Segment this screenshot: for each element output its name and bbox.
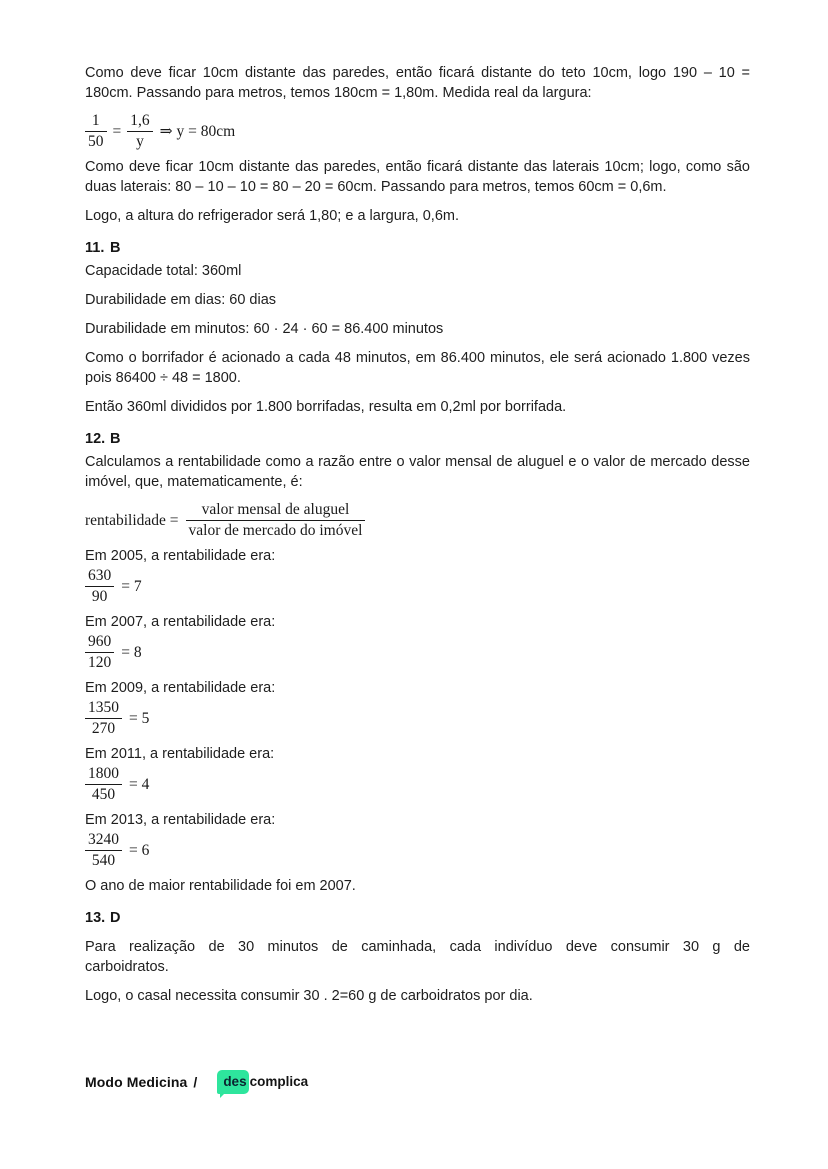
question-13-header xyxy=(85,908,750,928)
question-11-header xyxy=(85,238,750,258)
solution-paragraph: Logo, a altura do refrigerador será 1,80; e a largura, 0,6m. xyxy=(85,208,459,224)
question-number: 12. xyxy=(85,431,106,447)
fraction xyxy=(85,831,122,870)
fraction-denominator: 120 xyxy=(88,654,112,671)
fraction-denominator: 50 xyxy=(88,133,104,150)
fraction xyxy=(186,501,366,540)
descomplica-logo xyxy=(217,1070,308,1094)
solution-paragraph: Logo, o casal necessita consumir 30 . 2=60 g de carboidratos por dia. xyxy=(85,988,533,1004)
fraction xyxy=(127,112,152,151)
year-label: Em 2005, a rentabilidade era: xyxy=(85,548,276,564)
solution-paragraph: Como deve ficar 10cm distante das paredes, então ficará distante das laterais 10cm; logo, como são duas laterais: 80 – 10 – 10 = 80 – 20 = 60cm. Passando para metros, temos 60cm = 0,6m. xyxy=(85,159,750,195)
question-number: 13. xyxy=(85,910,106,926)
fraction-numerator: 3240 xyxy=(85,831,122,851)
fraction-denominator: 90 xyxy=(91,588,108,605)
year-label: Em 2011, a rentabilidade era: xyxy=(85,746,275,762)
solution-paragraph: Calculamos a rentabilidade como a razão entre o valor mensal de aluguel e o valor de mercado desse imóvel, que, matematicamente, é: xyxy=(85,454,750,490)
year-fraction xyxy=(85,765,750,804)
fraction-denominator: 270 xyxy=(91,720,116,737)
question-12-header xyxy=(85,429,750,449)
fraction-numerator: 630 xyxy=(85,567,114,587)
fraction-denominator: y xyxy=(136,133,144,150)
fraction-numerator: 1,6 xyxy=(127,112,152,132)
rentability-formula xyxy=(85,501,750,540)
fraction-numerator: valor mensal de aluguel xyxy=(186,501,366,521)
fraction-numerator: 1800 xyxy=(85,765,122,785)
equals-sign: = xyxy=(112,122,122,140)
year-label: Em 2013, a rentabilidade era: xyxy=(85,812,276,828)
fraction-numerator: 1 xyxy=(85,112,107,132)
conclusion-paragraph: O ano de maior rentabilidade foi em 2007. xyxy=(85,878,356,894)
fraction-denominator: 450 xyxy=(91,786,116,803)
question-number: 11. xyxy=(85,240,105,256)
year-fraction xyxy=(85,699,750,738)
fraction xyxy=(85,633,114,672)
fraction-result: = 4 xyxy=(129,775,150,793)
solution-paragraph: Então 360ml divididos por 1.800 borrifadas, resulta em 0,2ml por borrifada. xyxy=(85,399,567,415)
fraction-numerator: 960 xyxy=(85,633,114,653)
solution-paragraph xyxy=(85,937,750,977)
year-fraction xyxy=(85,567,750,606)
solution-paragraph: Como o borrifador é acionado a cada 48 minutos, em 86.400 minutos, ele será acionado 1.800 vezes pois 86400 ÷ 48 = 1800. xyxy=(85,350,750,386)
justified-line: Para realização de 30 minutos de caminhada, cada indivíduo deve consumir 30 g de xyxy=(85,939,750,955)
fraction xyxy=(85,699,122,738)
fraction-denominator: valor de mercado do imóvel xyxy=(188,522,363,539)
wrapped-line: carboidratos. xyxy=(85,959,169,975)
year-label: Em 2007, a rentabilidade era: xyxy=(85,614,276,630)
solution-paragraph: Capacidade total: 360ml xyxy=(85,263,242,279)
answer-letter: D xyxy=(110,910,121,926)
year-fraction xyxy=(85,633,750,672)
year-label: Em 2009, a rentabilidade era: xyxy=(85,680,276,696)
page-footer xyxy=(85,1070,308,1094)
fraction-denominator: 540 xyxy=(91,852,116,869)
logo-complica-text: complica xyxy=(249,1074,309,1089)
brand-text: Modo Medicina xyxy=(85,1073,188,1090)
fraction xyxy=(85,765,122,804)
fraction xyxy=(85,112,107,151)
fraction-result: = 5 xyxy=(129,709,150,727)
solution-paragraph: Como deve ficar 10cm distante das paredes, então ficará distante do teto 10cm, logo 190 – 10 = 180cm. Passando para metros, temos 180cm = 1,80m. Medida real da largura: xyxy=(85,65,750,101)
fraction xyxy=(85,567,114,606)
solution-paragraph: Durabilidade em dias: 60 dias xyxy=(85,292,277,308)
fraction-result: = 8 xyxy=(121,643,142,661)
logo-des-bubble: des xyxy=(217,1070,248,1094)
scale-formula xyxy=(85,112,750,151)
year-fraction xyxy=(85,831,750,870)
fraction-numerator: 1350 xyxy=(85,699,122,719)
answer-letter: B xyxy=(110,240,121,256)
fraction-result: = 7 xyxy=(121,577,142,595)
brand-separator: / xyxy=(193,1073,198,1090)
formula-lhs: rentabilidade = xyxy=(85,511,179,529)
answer-letter: B xyxy=(110,431,121,447)
formula-result: ⇒ y = 80cm xyxy=(159,122,236,140)
solution-paragraph: Durabilidade em minutos: 60 · 24 · 60 = 86.400 minutos xyxy=(85,321,444,337)
fraction-result: = 6 xyxy=(129,841,150,859)
